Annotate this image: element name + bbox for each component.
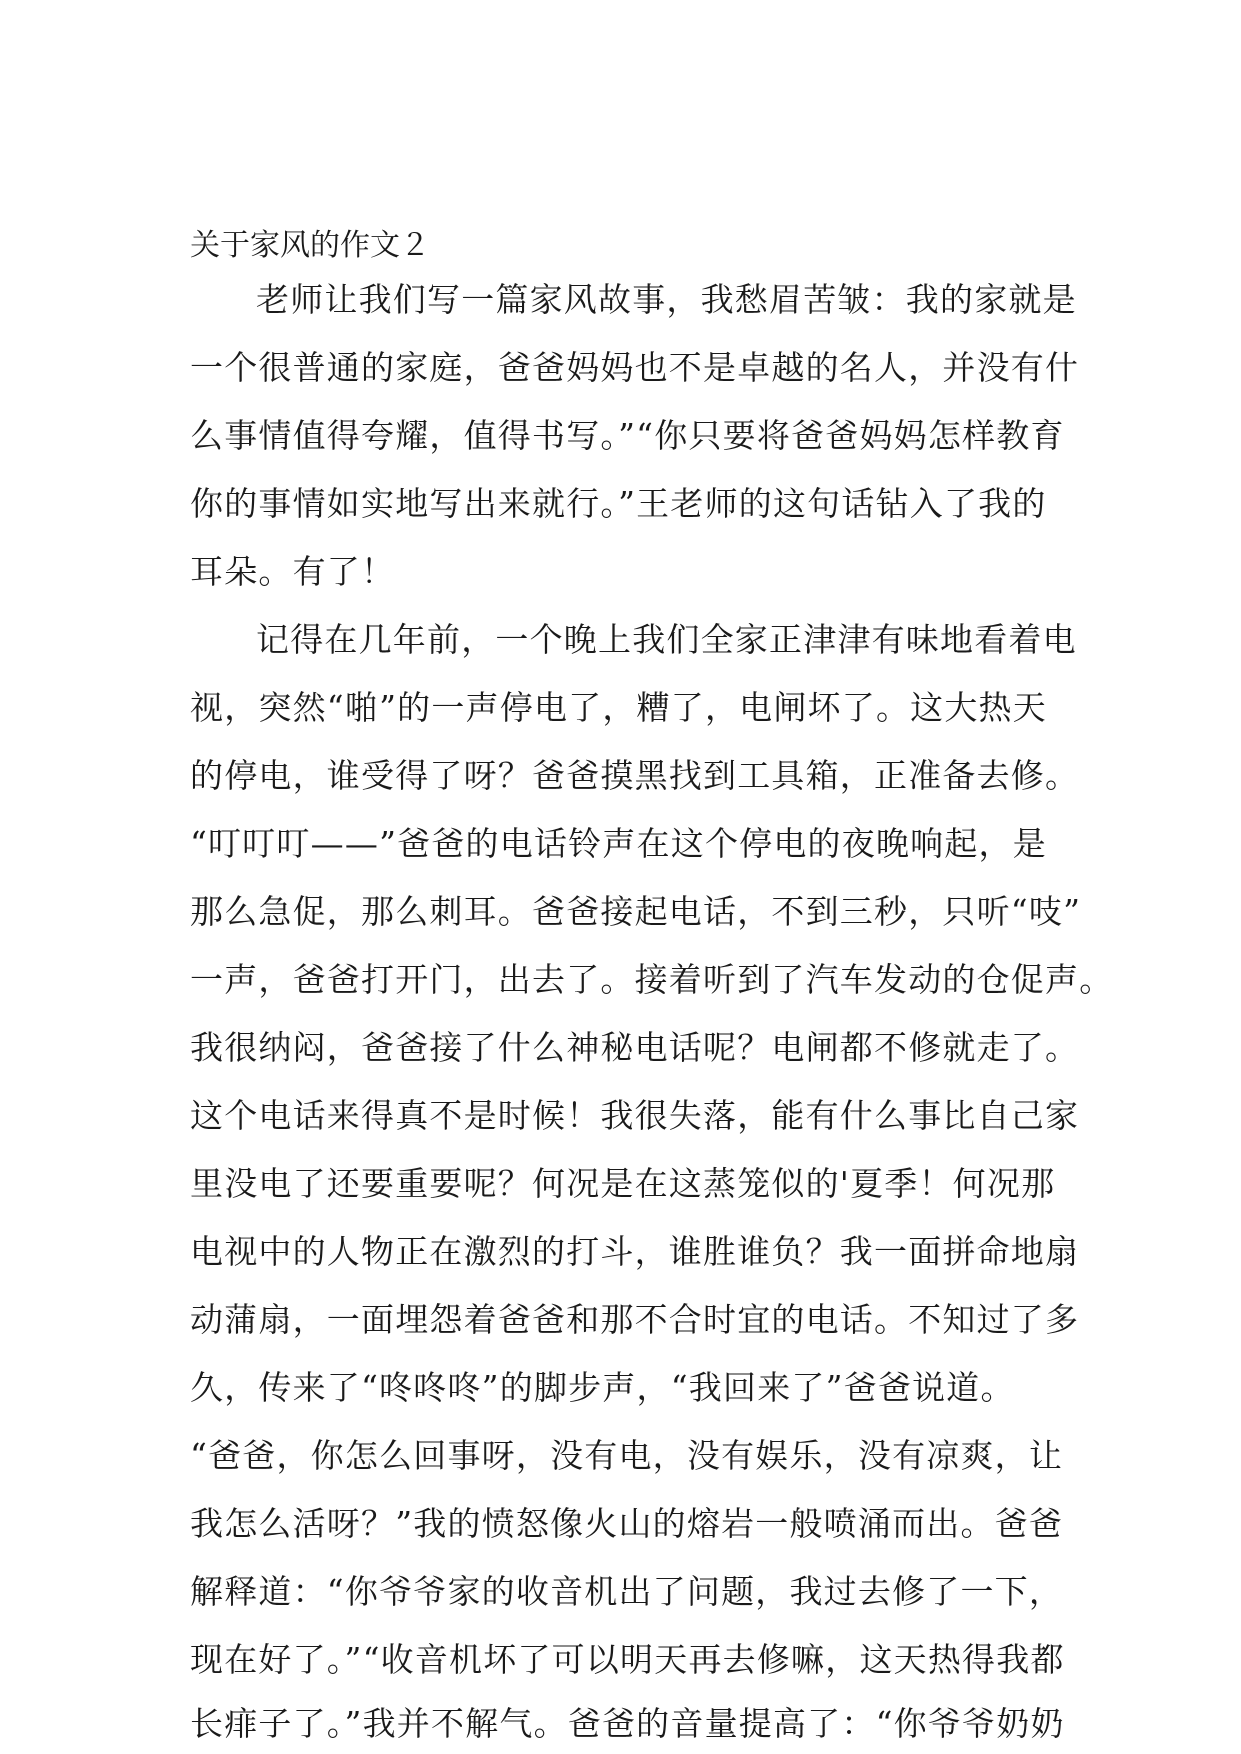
paragraph-1-line-3: 么事情值得夸耀，值得书写。”“你只要将爸爸妈妈怎样教育 xyxy=(190,416,1065,455)
paragraph-2-line-14: 我怎么活呀？”我的愤怒像火山的熔岩一般喷涌而出。爸爸 xyxy=(190,1504,1064,1543)
paragraph-2-line-13: “爸爸，你怎么回事呀，没有电，没有娱乐，没有凉爽，让 xyxy=(190,1436,1064,1475)
paragraph-2-line-2: 视，突然“啪”的一声停电了，糟了，电闸坏了。这大热天 xyxy=(190,688,1047,727)
paragraph-1-line-1: 老师让我们写一篇家风故事，我愁眉苦皱：我的家就是 xyxy=(256,280,1077,319)
paragraph-2-line-11: 动蒲扇，一面埋怨着爸爸和那不合时宜的电话。不知过了多 xyxy=(190,1300,1080,1339)
paragraph-2-line-8: 这个电话来得真不是时候！我很失落，能有什么事比自己家 xyxy=(190,1096,1080,1135)
paragraph-1-line-5: 耳朵。有了！ xyxy=(190,552,396,591)
paragraph-2-line-7: 我很纳闷，爸爸接了什么神秘电话呢？电闸都不修就走了。 xyxy=(190,1028,1080,1067)
paragraph-2-line-9: 里没电了还要重要呢？何况是在这蒸笼似的'夏季！何况那 xyxy=(190,1164,1056,1203)
paragraph-2-line-1: 记得在几年前，一个晚上我们全家正津津有味地看着电 xyxy=(256,620,1077,659)
paragraph-2-line-4: “叮叮叮——”爸爸的电话铃声在这个停电的夜晚响起，是 xyxy=(190,824,1047,863)
paragraph-2-line-17: 长痱子了。”我并不解气。爸爸的音量提高了：“你爷爷奶奶 xyxy=(190,1704,1065,1743)
paragraph-2-line-6: 一声，爸爸打开门，出去了。接着听到了汽车发动的仓促声。 xyxy=(190,960,1114,999)
paragraph-2-line-16: 现在好了。”“收音机坏了可以明天再去修嘛，这天热得我都 xyxy=(190,1640,1065,1679)
paragraph-1-line-4: 你的事情如实地写出来就行。”王老师的这句话钻入了我的 xyxy=(190,484,1047,523)
paragraph-1-line-2: 一个很普通的家庭，爸爸妈妈也不是卓越的名人，并没有什 xyxy=(190,348,1080,387)
paragraph-2-line-12: 久，传来了“咚咚咚”的脚步声，“我回来了”爸爸说道。 xyxy=(190,1368,1015,1407)
paragraph-2-line-10: 电视中的人物正在激烈的打斗，谁胜谁负？我一面拼命地扇 xyxy=(190,1232,1080,1271)
essay-title: 关于家风的作文２ xyxy=(190,228,430,263)
paragraph-2-line-15: 解释道：“你爷爷家的收音机出了问题，我过去修了一下， xyxy=(190,1572,1064,1611)
paragraph-2-line-5: 那么急促，那么刺耳。爸爸接起电话，不到三秒，只听“吱” xyxy=(190,892,1082,931)
paragraph-2-line-3: 的停电，谁受得了呀？爸爸摸黑找到工具箱，正准备去修。 xyxy=(190,756,1080,795)
